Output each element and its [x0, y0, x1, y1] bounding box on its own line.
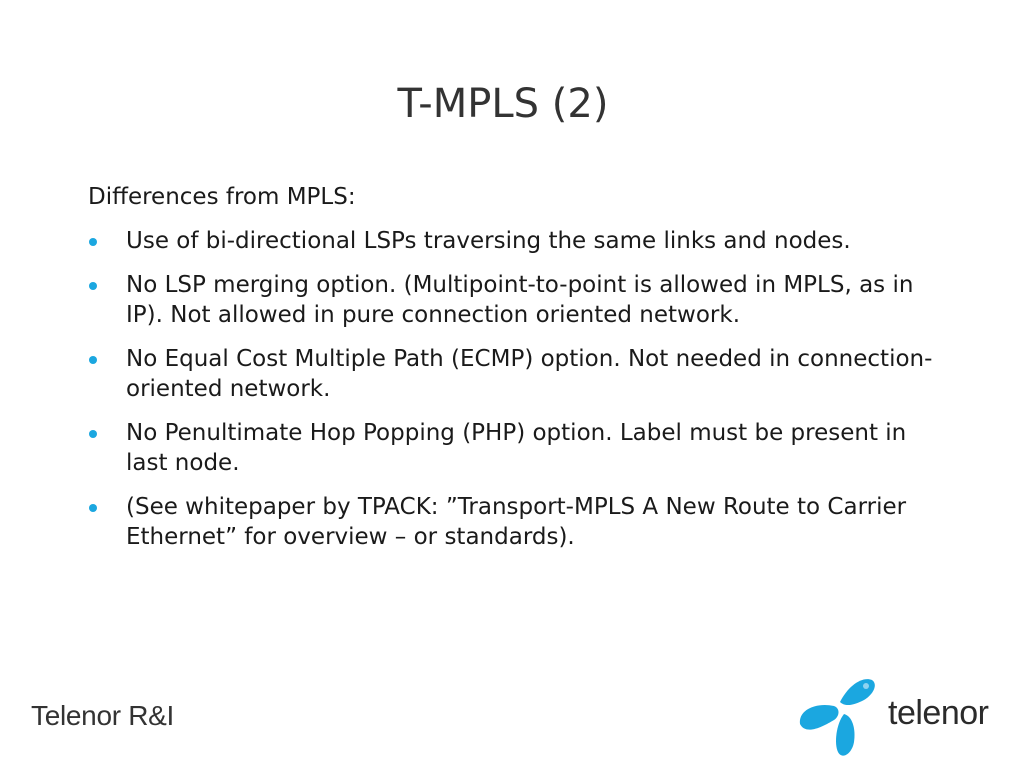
telenor-propeller-logo-icon	[796, 672, 886, 762]
bullet-text: No Penultimate Hop Popping (PHP) option. Label must be present in last node.	[126, 420, 907, 476]
footer-department: Telenor R&I	[31, 700, 174, 731]
intro-text: Differences from MPLS:	[88, 184, 356, 210]
slide-title: T-MPLS (2)	[397, 81, 609, 127]
bullet-dot-icon	[89, 430, 97, 438]
bullet-dot-icon	[89, 238, 97, 246]
bullet-text: No LSP merging option. (Multipoint-to-point is allowed in MPLS, as in IP). Not allowed in pure connection oriented network.	[126, 272, 914, 328]
logo-text: telenor	[888, 694, 989, 732]
bullet-list	[88, 226, 938, 552]
bullet-dot-icon	[89, 282, 97, 290]
bullet-item	[88, 344, 938, 404]
bullet-item	[88, 418, 938, 478]
bullet-text: (See whitepaper by TPACK: ”Transport-MPLS A New Route to Carrier Ethernet” for overview – or standards).	[126, 494, 907, 550]
bullet-item	[88, 226, 938, 256]
slide-body	[88, 182, 938, 566]
telenor-logo	[796, 672, 996, 762]
bullet-item	[88, 492, 938, 552]
bullet-item	[88, 270, 938, 330]
bullet-dot-icon	[89, 356, 97, 364]
bullet-text: Use of bi-directional LSPs traversing the same links and nodes.	[126, 228, 851, 254]
bullet-dot-icon	[89, 504, 97, 512]
bullet-text: No Equal Cost Multiple Path (ECMP) option. Not needed in connection-oriented network.	[126, 346, 933, 402]
